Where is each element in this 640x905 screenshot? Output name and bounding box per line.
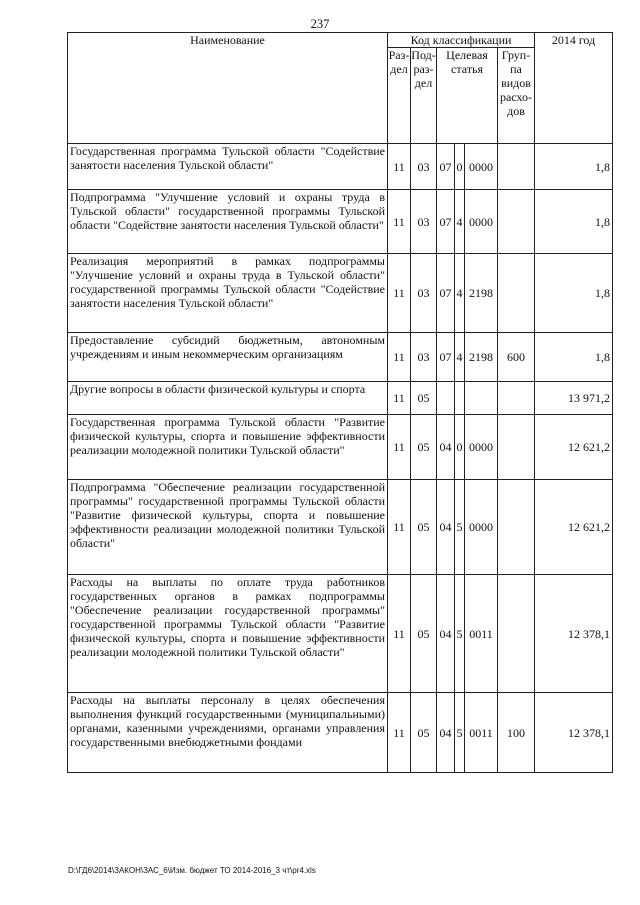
header-group: Груп-па видов расхо-дов [498, 48, 535, 144]
row-group: 100 [498, 693, 535, 773]
row-name: Реализация мероприятий в рамках подпрограммы "Улучшение условий и охраны труда в Тульской области" государственной программы Тульской области "Содействие занятости населения Тульской области" [68, 254, 388, 333]
row-target-program: 04 [437, 693, 455, 773]
row-target-item: 0011 [465, 693, 498, 773]
row-razdel: 11 [388, 480, 411, 575]
row-podrazdel: 05 [411, 480, 437, 575]
row-group [498, 382, 535, 415]
row-name: Подпрограмма "Обеспечение реализации государственной программы" государственной программы Тульской области "Развитие физической культуры, спорта и повышение эффективности реализации молодежной политики Тульской области" [68, 480, 388, 575]
row-razdel: 11 [388, 254, 411, 333]
row-target-item: 0000 [465, 144, 498, 190]
header-target: Целевая статья [437, 48, 498, 144]
row-target-item: 2198 [465, 254, 498, 333]
row-name: Государственная программа Тульской области "Содействие занятости населения Тульской области" [68, 144, 388, 190]
row-razdel: 11 [388, 190, 411, 254]
row-group [498, 144, 535, 190]
row-target-item: 0011 [465, 575, 498, 693]
row-target-program: 04 [437, 575, 455, 693]
row-podrazdel: 03 [411, 333, 437, 382]
row-amount: 1,8 [535, 190, 613, 254]
row-amount: 12 621,2 [535, 480, 613, 575]
row-razdel: 11 [388, 415, 411, 480]
row-group [498, 415, 535, 480]
row-group: 600 [498, 333, 535, 382]
header-name: Наименование [68, 33, 388, 144]
row-razdel: 11 [388, 144, 411, 190]
row-razdel: 11 [388, 575, 411, 693]
row-target-subprogram: 5 [455, 480, 465, 575]
row-target-program: 04 [437, 480, 455, 575]
row-amount: 12 378,1 [535, 693, 613, 773]
row-target-item: 2198 [465, 333, 498, 382]
page-number: 237 [310, 17, 330, 31]
header-code-group: Код классификации [388, 33, 535, 48]
row-target-program: 07 [437, 144, 455, 190]
row-name: Другие вопросы в области физической культуры и спорта [68, 382, 388, 415]
row-name: Расходы на выплаты по оплате труда работников государственных органов в рамках подпрограммы "Обеспечение реализации государственной программы" государственной программы Тульской области "Развитие физической культуры, спорта и повышение эффективности реализации молодежной политики Тульской области" [68, 575, 388, 693]
row-target-subprogram: 5 [455, 693, 465, 773]
row-target-subprogram: 4 [455, 333, 465, 382]
row-name: Подпрограмма "Улучшение условий и охраны труда в Тульской области" государственной программы Тульской области "Содействие занятости населения Тульской области" [68, 190, 388, 254]
row-target-subprogram [455, 382, 465, 415]
row-target-item: 0000 [465, 480, 498, 575]
row-podrazdel: 05 [411, 693, 437, 773]
row-target-item [465, 382, 498, 415]
row-amount: 1,8 [535, 144, 613, 190]
row-target-subprogram: 4 [455, 190, 465, 254]
row-razdel: 11 [388, 333, 411, 382]
header-razdel: Раз-дел [388, 48, 411, 144]
row-target-subprogram: 0 [455, 144, 465, 190]
row-target-program: 07 [437, 254, 455, 333]
row-amount: 1,8 [535, 254, 613, 333]
row-target-program: 04 [437, 415, 455, 480]
row-razdel: 11 [388, 382, 411, 415]
row-podrazdel: 03 [411, 254, 437, 333]
budget-table [67, 32, 613, 773]
row-target-program: 07 [437, 333, 455, 382]
row-amount: 12 378,1 [535, 575, 613, 693]
row-target-subprogram: 0 [455, 415, 465, 480]
header-year: 2014 год [535, 33, 613, 144]
row-name: Государственная программа Тульской области "Развитие физической культуры, спорта и повышение эффективности реализации молодежной политики Тульской области" [68, 415, 388, 480]
row-podrazdel: 05 [411, 575, 437, 693]
row-podrazdel: 03 [411, 190, 437, 254]
row-name: Расходы на выплаты персоналу в целях обеспечения выполнения функций государственными (муниципальными) органами, казенными учреждениями, органами управления государственными внебюджетными фондами [68, 693, 388, 773]
row-name: Предоставление субсидий бюджетным, автономным учреждениям и иным некоммерческим организациям [68, 333, 388, 382]
row-amount: 12 621,2 [535, 415, 613, 480]
row-podrazdel: 03 [411, 144, 437, 190]
row-target-item: 0000 [465, 190, 498, 254]
row-razdel: 11 [388, 693, 411, 773]
row-podrazdel: 05 [411, 382, 437, 415]
row-group [498, 480, 535, 575]
row-group [498, 575, 535, 693]
row-amount: 1,8 [535, 333, 613, 382]
row-target-subprogram: 4 [455, 254, 465, 333]
row-target-program: 07 [437, 190, 455, 254]
header-podrazdel: Под-раз-дел [411, 48, 437, 144]
row-podrazdel: 05 [411, 415, 437, 480]
row-amount: 13 971,2 [535, 382, 613, 415]
row-target-subprogram: 5 [455, 575, 465, 693]
row-target-program [437, 382, 455, 415]
row-group [498, 190, 535, 254]
row-target-item: 0000 [465, 415, 498, 480]
file-path-footer: D:\ГД6\2014\ЗАКОН\ЗАС_6\Изм. бюджет ТО 2014-2016_3 чт\pr4.xls [68, 866, 316, 875]
row-group [498, 254, 535, 333]
